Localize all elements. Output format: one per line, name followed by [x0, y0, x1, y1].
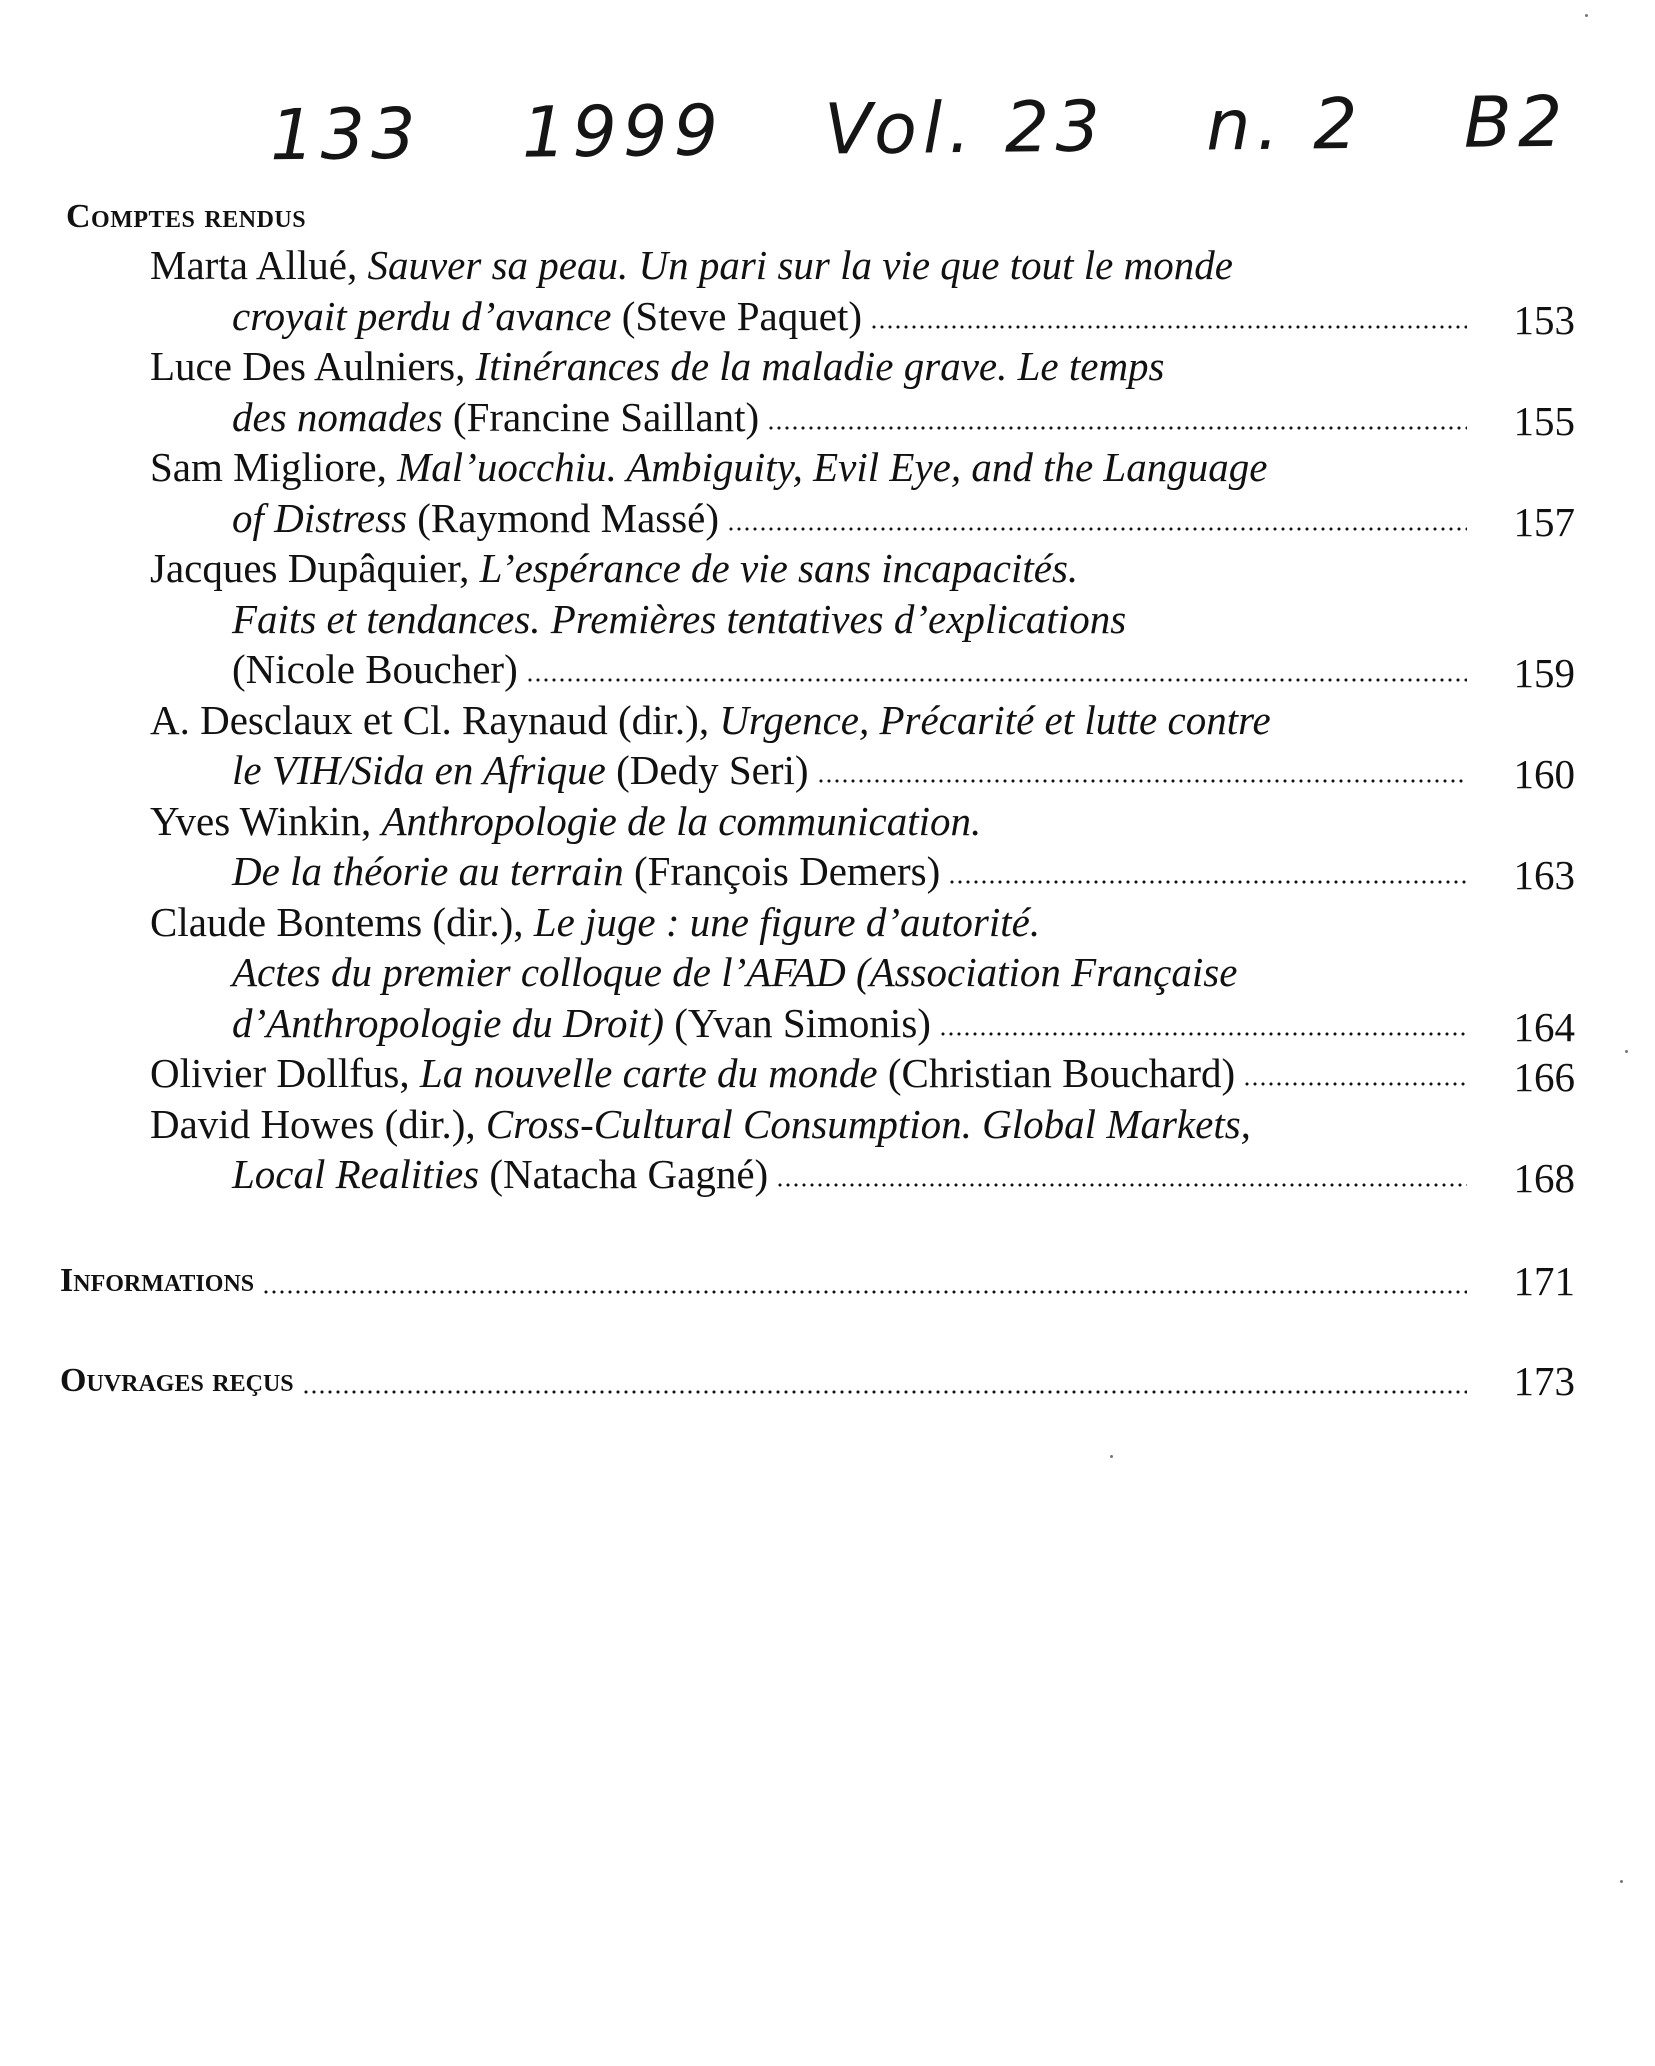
toc-entry-line: [150, 1101, 1251, 1147]
entry-title: L’espérance de vie sans incapacités.: [479, 545, 1079, 591]
entry-text: [232, 596, 1126, 642]
toc-entry-line: [232, 596, 1126, 642]
entry-reviewer: (Christian Bouchard): [877, 1050, 1236, 1096]
page-number: 153: [1513, 296, 1575, 343]
toc-entry-line: [232, 949, 1237, 995]
entry-text: [150, 444, 1267, 490]
section-title-informations: Informations: [60, 1262, 255, 1299]
page-number: 166: [1513, 1054, 1575, 1100]
entry-title: Mal’uocchiu. Ambiguity, Evil Eye, and the Language: [397, 444, 1268, 490]
entry-title: La nouvelle carte du monde: [419, 1050, 878, 1096]
leader-dots: [948, 880, 1467, 884]
page-number: 173: [1513, 1358, 1575, 1404]
entry-title: des nomades: [232, 393, 443, 440]
entry-author: Olivier Dollfus,: [150, 1050, 420, 1096]
entry-author: Jacques Dupâquier,: [150, 545, 480, 591]
toc-entry-line: [150, 697, 1271, 743]
toc-entry-line: [150, 899, 1040, 945]
entry-reviewer: (Yvan Simonis): [663, 999, 931, 1046]
entry-author: Marta Allué,: [150, 242, 368, 288]
entry-text: [150, 343, 1165, 389]
toc-entry-ouvrages-recus: [60, 1358, 1475, 1404]
page-number: 171: [1513, 1258, 1575, 1304]
entry-text: [232, 949, 1237, 995]
page-number: 160: [1513, 751, 1575, 797]
scan-speck: [1110, 1455, 1113, 1458]
toc-entry-line: [232, 495, 1475, 541]
handwritten-year: 1999: [521, 89, 725, 174]
entry-reviewer: (Dedy Seri): [605, 747, 809, 793]
entry-title: Le juge : une figure d’autorité.: [533, 898, 1041, 945]
entry-title: Urgence, Précarité et lutte contre: [719, 696, 1271, 743]
entry-text: [150, 242, 1233, 288]
entry-title: De la théorie au terrain: [232, 848, 624, 894]
entry-title: of Distress: [232, 494, 408, 541]
page-number: 159: [1513, 650, 1575, 696]
scan-speck: [1585, 14, 1588, 17]
entry-author: Luce Des Aulniers,: [150, 343, 476, 389]
page-number: 157: [1513, 498, 1575, 545]
entry-text: [232, 848, 940, 894]
leader-dots: [939, 1032, 1467, 1036]
entry-text: [232, 495, 719, 541]
entry-text: [232, 1151, 768, 1197]
entry-text: [150, 1101, 1251, 1147]
handwritten-code: B2: [1463, 80, 1569, 164]
toc-entry-line: [150, 444, 1267, 490]
entry-title: Sauver sa peau. Un pari sur la vie que tout le monde: [367, 242, 1233, 288]
entry-text: [232, 1000, 931, 1046]
entry-reviewer: (Raymond Massé): [407, 494, 720, 541]
entry-text: [232, 394, 759, 440]
page-number: 155: [1513, 397, 1575, 444]
entry-title: Actes du premier colloque de l’AFAD (Association Française: [232, 949, 1238, 995]
entry-title: Cross-Cultural Consumption. Global Markets,: [485, 1100, 1251, 1147]
entry-text: [150, 697, 1271, 743]
entry-title: Local Realities: [232, 1151, 480, 1197]
leader-dots: [817, 779, 1467, 783]
toc-entry-line: [150, 242, 1233, 288]
toc-entry-line: [232, 293, 1475, 339]
entry-text: [150, 1050, 1235, 1096]
entry-title: Anthropologie de la communication.: [381, 797, 982, 844]
handwritten-volume: Vol. 23: [823, 85, 1107, 171]
handwritten-number: 133: [269, 92, 423, 177]
entry-text: [150, 899, 1040, 945]
leader-dots: [1243, 1082, 1467, 1086]
toc-entry-line: [232, 1151, 1475, 1197]
entry-text: [232, 293, 862, 339]
entry-author: A. Desclaux et Cl. Raynaud (dir.),: [150, 696, 720, 743]
handwritten-issue: n. 2: [1205, 82, 1364, 167]
entry-title: le VIH/Sida en Afrique: [232, 747, 606, 793]
entry-text: [150, 545, 1078, 591]
leader-dots: [776, 1183, 1467, 1187]
entry-reviewer: (Natacha Gagné): [479, 1151, 769, 1197]
scan-speck: [1625, 1050, 1628, 1053]
entry-author: Yves Winkin,: [150, 797, 382, 844]
toc-entry-line: [150, 343, 1165, 389]
entry-reviewer: (Francine Saillant): [442, 393, 760, 440]
page-number: 164: [1513, 1003, 1575, 1050]
entry-text: [150, 798, 981, 844]
entry-title: d’Anthropologie du Droit): [232, 999, 664, 1046]
page-number: 163: [1513, 852, 1575, 898]
scan-speck: [1620, 1880, 1623, 1883]
leader-dots: [727, 527, 1467, 531]
section-title-comptes-rendus: Comptes rendus: [66, 198, 307, 235]
entry-title: Itinérances de la maladie grave. Le temps: [475, 343, 1165, 389]
leader-dots: [262, 1290, 1467, 1294]
toc-entry-line: [150, 545, 1078, 591]
entry-text: [232, 646, 518, 692]
toc-entry-line: [150, 1050, 1475, 1096]
toc-entry-informations: [60, 1258, 1475, 1304]
entry-title: Faits et tendances. Premières tentatives d’explications: [232, 595, 1127, 642]
leader-dots: [526, 678, 1467, 682]
entry-reviewer: (Steve Paquet): [611, 292, 862, 339]
leader-dots: [870, 325, 1467, 329]
entry-reviewer: (François Demers): [623, 848, 941, 894]
toc-entry-line: [232, 747, 1475, 793]
handwritten-note: [269, 80, 1569, 185]
entry-title: croyait perdu d’avance: [232, 292, 612, 339]
entry-text: [232, 747, 809, 793]
entry-author: Claude Bontems (dir.),: [150, 898, 534, 945]
toc-entry-line: [150, 798, 981, 844]
entry-author: David Howes (dir.),: [150, 1100, 486, 1147]
toc-entry-line: [232, 1000, 1475, 1046]
page-number: 168: [1513, 1155, 1575, 1201]
toc-entry-line: [232, 848, 1475, 894]
entry-reviewer: (Nicole Boucher): [232, 646, 518, 692]
entry-author: Sam Migliore,: [150, 444, 398, 490]
leader-dots: [767, 426, 1467, 430]
section-title-ouvrages-recus: Ouvrages reçus: [60, 1362, 294, 1399]
toc-entry-line: [232, 394, 1475, 440]
toc-entry-line: [232, 646, 1475, 692]
leader-dots: [302, 1390, 1467, 1394]
